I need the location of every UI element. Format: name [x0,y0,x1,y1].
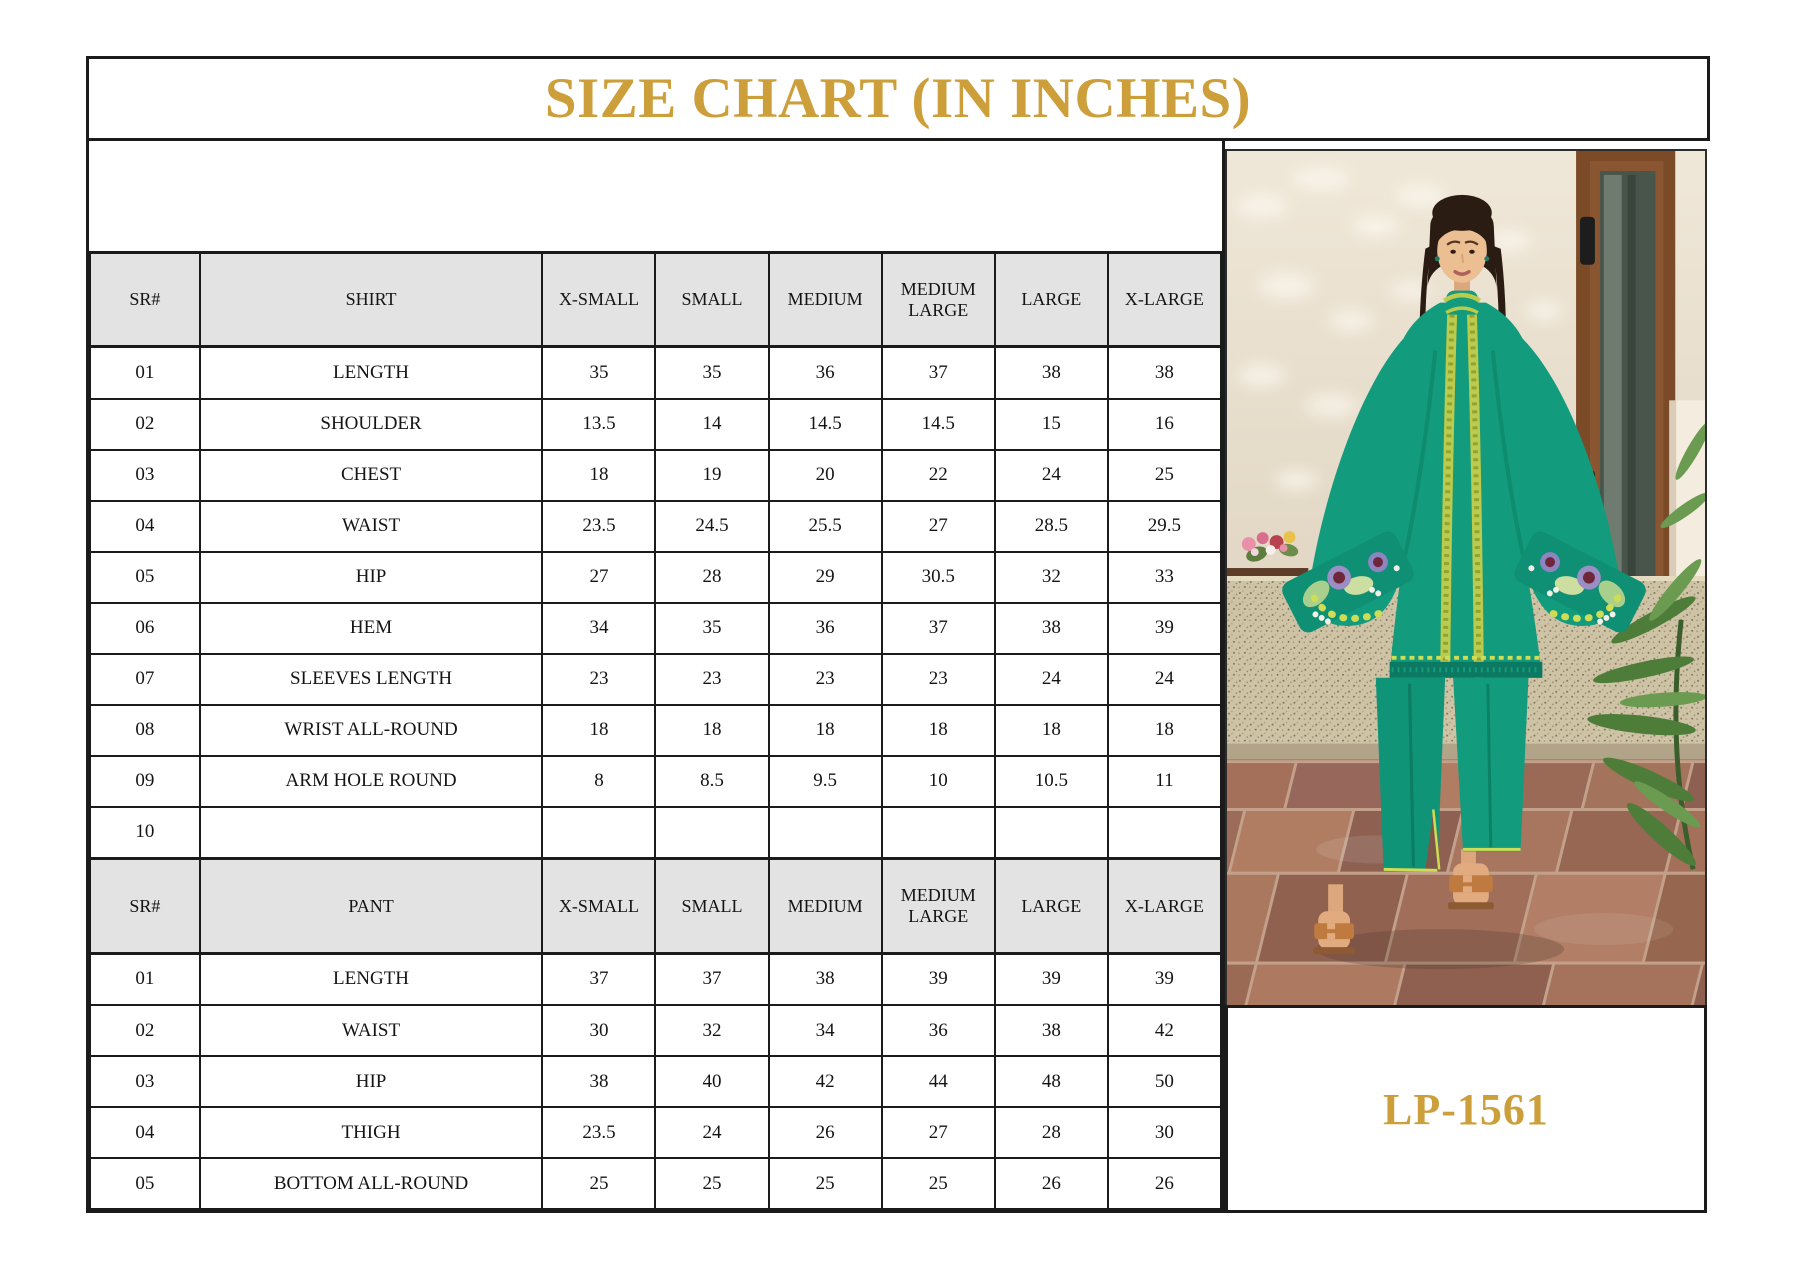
cell: 33 [1108,552,1221,603]
cell [200,807,543,859]
cell: 10 [90,807,200,859]
cell: 28 [995,1107,1108,1158]
cell: 23.5 [542,1107,655,1158]
cell: 44 [882,1056,995,1107]
cell: 25 [542,1158,655,1209]
table-row [90,756,1221,807]
cell: 24.5 [655,501,768,552]
cell: PANT [200,859,543,953]
cell: 07 [90,654,200,705]
cell: 08 [90,705,200,756]
cell: 06 [90,603,200,654]
cell: 18 [542,705,655,756]
cell: 04 [90,501,200,552]
cell: 26 [1108,1158,1221,1209]
cell: 34 [542,603,655,654]
cell: 8.5 [655,756,768,807]
cell [655,807,768,859]
cell: 25 [882,1158,995,1209]
cell: 22 [882,450,995,501]
cell: WAIST [200,1005,543,1056]
cell: 39 [882,953,995,1005]
cell: 34 [769,1005,882,1056]
cell: 23 [769,654,882,705]
cell [882,807,995,859]
cell: 37 [882,603,995,654]
cell: 23 [882,654,995,705]
cell: SMALL [655,253,768,347]
table-row [90,1158,1221,1209]
cell: 02 [90,399,200,450]
cell: 24 [995,654,1108,705]
table-row [90,807,1221,859]
cell: 18 [655,705,768,756]
cell: 38 [542,1056,655,1107]
cell: WRIST ALL-ROUND [200,705,543,756]
title-bar [86,56,1710,141]
cell: SLEEVES LENGTH [200,654,543,705]
cell: 40 [655,1056,768,1107]
cell: 30.5 [882,552,995,603]
cell: 39 [1108,953,1221,1005]
cell: 15 [995,399,1108,450]
product-code-box [1225,1005,1707,1213]
cell: 37 [542,953,655,1005]
cell: 8 [542,756,655,807]
cell: 18 [995,705,1108,756]
cell: X-SMALL [542,859,655,953]
shirt-header-row [90,253,1221,347]
cell: HEM [200,603,543,654]
cell: 30 [542,1005,655,1056]
cell: 38 [769,953,882,1005]
cell: 50 [1108,1056,1221,1107]
table-row [90,552,1221,603]
cell: 32 [655,1005,768,1056]
cell: 16 [1108,399,1221,450]
cell: 09 [90,756,200,807]
cell: 02 [90,1005,200,1056]
cell: 14.5 [769,399,882,450]
cell: 23.5 [542,501,655,552]
cell: 24 [995,450,1108,501]
cell: 26 [769,1107,882,1158]
cell: 18 [542,450,655,501]
cell: 25 [1108,450,1221,501]
table-row [90,953,1221,1005]
table-row [90,603,1221,654]
cell: LARGE [995,253,1108,347]
cell: 11 [1108,756,1221,807]
cell: 32 [995,552,1108,603]
cell: 42 [769,1056,882,1107]
cell: 27 [542,552,655,603]
cell: 25 [655,1158,768,1209]
cell: BOTTOM ALL-ROUND [200,1158,543,1209]
cell: X-LARGE [1108,253,1221,347]
cell: LARGE [995,859,1108,953]
cell: 18 [769,705,882,756]
cell: MEDIUM [769,859,882,953]
cell: MEDIUM [769,253,882,347]
cell: 38 [995,603,1108,654]
table-row [90,654,1221,705]
cell: 28.5 [995,501,1108,552]
cell: 03 [90,450,200,501]
cell: 05 [90,552,200,603]
cell: SHIRT [200,253,543,347]
cell: 26 [995,1158,1108,1209]
cell: 42 [1108,1005,1221,1056]
table-row [90,501,1221,552]
cell: 03 [90,1056,200,1107]
cell: 37 [655,953,768,1005]
page-title: SIZE CHART (IN INCHES) [544,67,1252,130]
table-row [90,1005,1221,1056]
cell: HIP [200,552,543,603]
size-table-panel [86,141,1225,1213]
model-photo-illustration [1227,151,1705,1005]
cell: 36 [769,347,882,399]
cell: 14 [655,399,768,450]
cell: 9.5 [769,756,882,807]
product-code: LP-1561 [1383,1084,1549,1134]
cell: 20 [769,450,882,501]
table-row [90,450,1221,501]
cell: 35 [655,347,768,399]
cell: 25 [769,1158,882,1209]
cell: 04 [90,1107,200,1158]
cell: 28 [655,552,768,603]
cell: SR# [90,253,200,347]
table-spacer [89,141,1222,251]
cell: X-SMALL [542,253,655,347]
cell [1108,807,1221,859]
cell [995,807,1108,859]
cell: ARM HOLE ROUND [200,756,543,807]
cell: 29.5 [1108,501,1221,552]
table-row [90,705,1221,756]
cell: 29 [769,552,882,603]
table-row [90,1056,1221,1107]
cell: CHEST [200,450,543,501]
cell: 35 [542,347,655,399]
cell: LENGTH [200,347,543,399]
cell: 24 [655,1107,768,1158]
table-row [90,1107,1221,1158]
model-photo [1225,149,1707,1005]
cell: 30 [1108,1107,1221,1158]
cell: 38 [995,347,1108,399]
table-row [90,347,1221,399]
cell: 10 [882,756,995,807]
size-table [89,251,1222,1210]
table-row [90,399,1221,450]
cell: 23 [655,654,768,705]
cell [769,807,882,859]
pant-header-row [90,859,1221,953]
cell: 38 [995,1005,1108,1056]
cell: 39 [995,953,1108,1005]
cell: 13.5 [542,399,655,450]
cell: 39 [1108,603,1221,654]
cell: THIGH [200,1107,543,1158]
cell: 18 [1108,705,1221,756]
cell: 27 [882,1107,995,1158]
cell: WAIST [200,501,543,552]
cell: 14.5 [882,399,995,450]
cell: 37 [882,347,995,399]
cell: 36 [769,603,882,654]
cell: 01 [90,953,200,1005]
cell: 25.5 [769,501,882,552]
cell: 10.5 [995,756,1108,807]
cell: LENGTH [200,953,543,1005]
cell: SR# [90,859,200,953]
cell: HIP [200,1056,543,1107]
cell: 38 [1108,347,1221,399]
cell: 35 [655,603,768,654]
cell: 05 [90,1158,200,1209]
cell: SHOULDER [200,399,543,450]
cell: 48 [995,1056,1108,1107]
cell: SMALL [655,859,768,953]
cell [542,807,655,859]
cell: MEDIUM LARGE [882,859,995,953]
cell: 18 [882,705,995,756]
cell: 01 [90,347,200,399]
cell: 24 [1108,654,1221,705]
cell: 19 [655,450,768,501]
cell: 23 [542,654,655,705]
cell: 36 [882,1005,995,1056]
cell: 27 [882,501,995,552]
cell: MEDIUM LARGE [882,253,995,347]
cell: X-LARGE [1108,859,1221,953]
